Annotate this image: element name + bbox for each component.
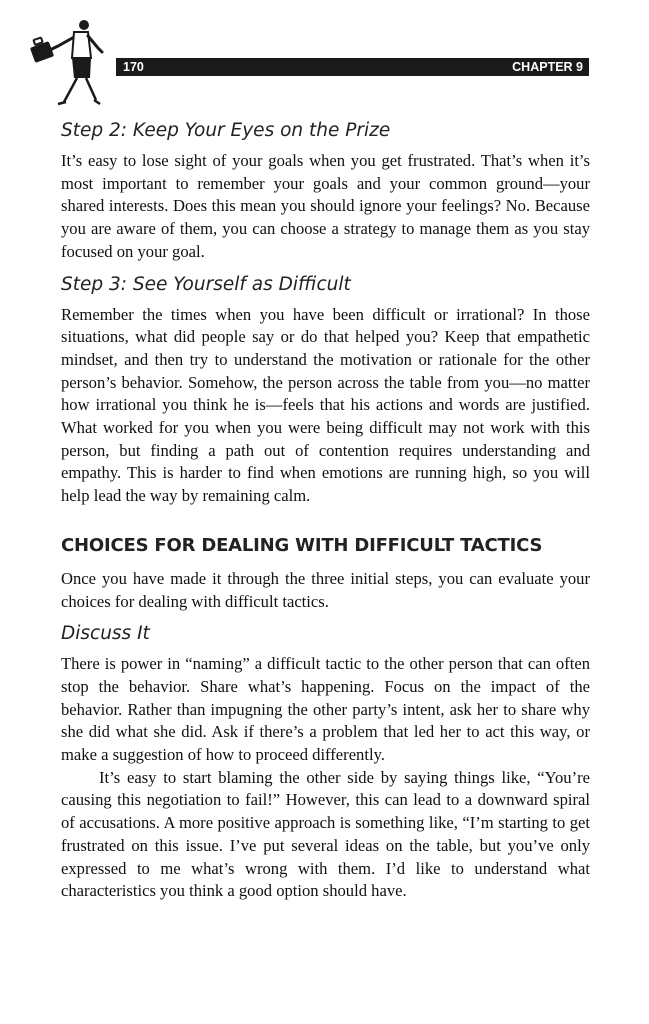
choices-section-heading: CHOICES FOR DEALING WITH DIFFICULT TACTICS	[61, 534, 543, 556]
step-2-heading: Step 2: Keep Your Eyes on the Prize	[61, 120, 391, 141]
choices-paragraph: Once you have made it through the three initial steps, you can evaluate your choices for dealing with difficult tactics.	[61, 568, 590, 611]
discuss-it-paragraph-2: It’s easy to start blaming the other side by saying things like, “You’re causing this negotiation to fail!” However, this can lead to a downward spiral of accusations. A more positive approach is something like, “I’m starting to get frustrated on this issue. I’ve put several ideas on the table, but you’ve only expressed to me what’s wrong with them. I’d like to understand what characteristics you think a good option should have.	[61, 767, 590, 901]
step-3-paragraph: Remember the times when you have been difficult or irrational? In those situations, what did people say or do that helped you? Keep that empathetic mindset, and then try to understand the motivation or rationale for the other person’s behavior. Somehow, the person across the table from you—no matter how irrational you think he is—feels that his actions and words are justified. What worked for you when you were being difficult may not work with this person, but finding a path out of contention requires understanding and empathy. This is harder to find when emotions are running high, so you will help lead the way by remaining calm.	[61, 304, 590, 506]
page-number: 170	[123, 60, 144, 74]
running-head-bar	[116, 58, 589, 76]
discuss-it-paragraph-1: There is power in “naming” a difficult tactic to the other person that can often stop the behavior. Share what’s happening. Focus on the impact of the behavior. Rather than impugning the other party’s intent, ask her to share why she did what she did. Ask if there’s a problem that led her to act this way, or make a suggestion of how to proceed differently.	[61, 654, 590, 765]
step-3-heading: Step 3: See Yourself as Difficult	[61, 273, 351, 295]
businesswoman-with-briefcase-icon	[28, 18, 108, 110]
page-body	[61, 118, 590, 903]
step-2-paragraph: It’s easy to lose sight of your goals when you get frustrated. That’s when it’s most important to remember your goals and your common ground—your shared interests. Does this mean you should ignore your feelings? No. Because you are aware of them, you can choose a strategy to manage them as you stay focused on your goal.	[61, 151, 590, 261]
discuss-it-heading: Discuss It	[61, 623, 150, 645]
chapter-label: CHAPTER 9	[512, 60, 583, 74]
